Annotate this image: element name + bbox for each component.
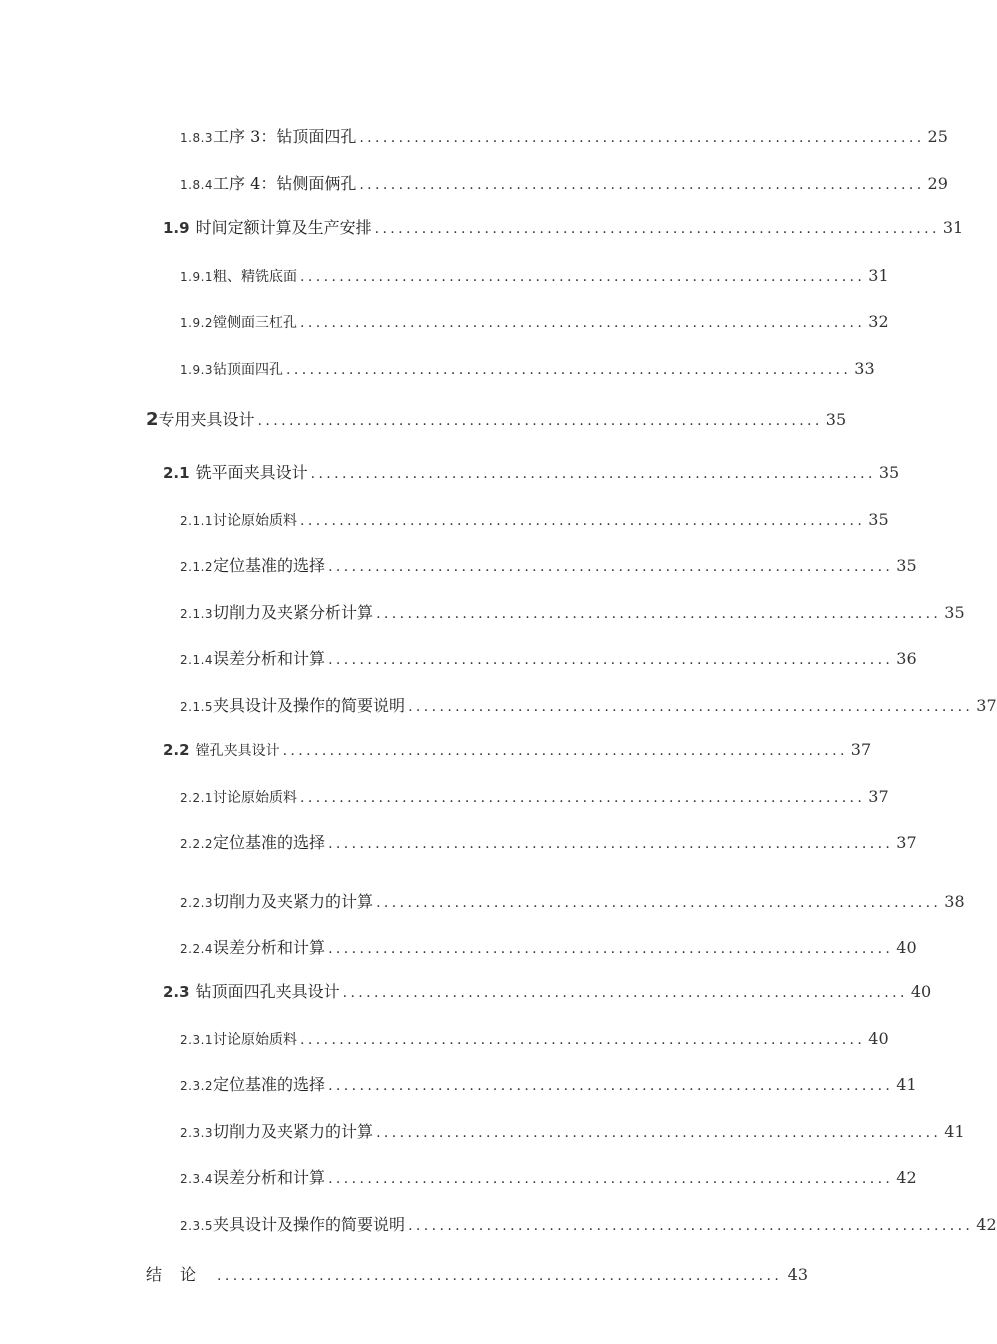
toc-page: 37 [976,696,997,715]
toc-page: 31 [942,218,964,237]
toc-number: 1.9 [163,219,190,237]
toc-leader: ........................................................................ [376,895,942,911]
toc-page: 38 [944,892,965,911]
toc-title: 时间定额计算及生产安排 [195,218,372,237]
toc-number: 1.9.2 [180,316,214,330]
toc-title: 定位基准的选择 [213,1075,326,1094]
toc-entry[interactable] [180,359,875,378]
toc-page: 40 [910,982,932,1001]
toc-leader: ........................................................................ [257,413,823,429]
toc-number: 2.2.3 [180,896,214,910]
toc-entry[interactable] [180,510,889,529]
toc-entry[interactable] [180,1215,997,1234]
toc-page: 35 [896,556,917,575]
toc-number: 2.1.1 [180,514,214,528]
toc-entry[interactable] [180,1168,917,1187]
toc-title: 工序 3：钻顶面四孔 [213,127,357,146]
toc-title: 结论 [146,1265,215,1284]
toc-entry[interactable] [180,174,948,193]
toc-page: 41 [944,1122,965,1141]
toc-page: 41 [896,1075,917,1094]
toc-number: 1.8.4 [180,178,214,192]
toc-page: 25 [927,127,948,146]
toc-entry[interactable] [180,312,889,331]
toc-leader: ........................................................................ [300,269,866,285]
toc-page: 36 [896,649,917,668]
toc-page: 33 [854,359,875,378]
toc-leader: ........................................................................ [300,513,866,529]
toc-entry[interactable] [180,556,917,575]
toc-leader: ........................................................................ [217,1268,783,1284]
toc-leader: ........................................................................ [286,362,852,378]
toc-entry[interactable] [180,938,917,957]
toc-entry[interactable] [180,1029,889,1048]
toc-page: 31 [868,266,889,285]
toc-number: 2.3 [163,983,190,1001]
toc-title: 定位基准的选择 [213,833,326,852]
toc-number: 2.1 [163,464,190,482]
toc-number: 1.9.3 [180,363,214,377]
toc-page: 40 [868,1029,889,1048]
toc-number: 2.1.5 [180,700,214,714]
toc-number: 2.1.3 [180,607,214,621]
toc-entry[interactable] [180,266,889,285]
toc-entry[interactable] [180,649,917,668]
toc-number: 2.3.5 [180,1219,214,1233]
toc-leader: ........................................................................ [328,941,894,957]
toc-entry[interactable] [163,740,872,759]
toc-leader: ........................................................................ [300,315,866,331]
toc-entry-conclusion[interactable] [146,1267,808,1283]
toc-leader: ........................................................................ [408,1218,974,1234]
toc-entry[interactable] [180,1075,917,1094]
toc-number: 2.2.1 [180,791,214,805]
toc-leader: ........................................................................ [408,699,974,715]
toc-title: 夹具设计及操作的简要说明 [213,696,406,715]
toc-page: 35 [878,463,900,482]
toc-entry[interactable] [163,463,900,482]
toc-entry[interactable] [163,218,964,237]
toc-number: 2.3.3 [180,1126,214,1140]
toc-leader: ........................................................................ [310,466,876,482]
toc-title: 夹具设计及操作的简要说明 [213,1215,406,1234]
toc-leader: ........................................................................ [328,1171,894,1187]
toc-page: 35 [944,603,965,622]
toc-title: 专用夹具设计 [158,410,255,429]
toc-leader: ........................................................................ [376,1125,942,1141]
toc-title: 铣平面夹具设计 [195,463,308,482]
toc-title: 粗、精铣底面 [213,269,298,285]
toc-number: 2.2.4 [180,942,214,956]
toc-page: 37 [868,787,889,806]
toc-leader: ........................................................................ [374,221,940,237]
toc-title: 切削力及夹紧力的计算 [213,892,374,911]
toc-leader: ........................................................................ [300,1032,866,1048]
toc-number: 1.8.3 [180,131,214,145]
toc-number: 2.2.2 [180,837,214,851]
toc-page: 32 [868,312,889,331]
toc-page: 42 [976,1215,997,1234]
toc-entry[interactable] [180,1122,965,1141]
toc-entry[interactable] [180,127,948,146]
toc-number: 2.3.4 [180,1172,214,1186]
toc-number: 2.3.1 [180,1033,214,1047]
toc-page: 43 [787,1265,808,1284]
toc-leader: ........................................................................ [328,559,894,575]
toc-leader: ........................................................................ [328,836,894,852]
toc-page: 35 [825,410,847,429]
toc-leader: ........................................................................ [328,1078,894,1094]
toc-page: 40 [896,938,917,957]
toc-number: 2.1.4 [180,653,214,667]
toc-title: 工序 4：钻侧面俩孔 [213,174,357,193]
toc-title: 误差分析和计算 [213,649,326,668]
toc-number: 1.9.1 [180,270,214,284]
toc-leader: ........................................................................ [328,652,894,668]
toc-title: 切削力及夹紧力的计算 [213,1122,374,1141]
toc-title: 定位基准的选择 [213,556,326,575]
toc-entry[interactable] [180,603,965,622]
toc-page: 37 [850,740,872,759]
toc-title: 讨论原始质料 [213,1032,298,1048]
toc-number: 2 [146,409,159,430]
toc-leader: ........................................................................ [300,790,866,806]
toc-leader: ........................................................................ [359,130,925,146]
toc-entry[interactable] [180,833,917,852]
toc-page: 35 [868,510,889,529]
toc-title: 讨论原始质料 [213,790,298,806]
toc-title: 钻顶面四孔夹具设计 [195,982,340,1001]
toc-entry[interactable] [146,409,847,430]
toc-title: 误差分析和计算 [213,1168,326,1187]
toc-number: 2.2 [163,741,190,759]
toc-entry[interactable] [180,892,965,911]
toc-title: 钻顶面四孔 [213,362,284,378]
toc-page: 42 [896,1168,917,1187]
toc-leader: ........................................................................ [359,177,925,193]
toc-number: 2.1.2 [180,560,214,574]
toc-title: 讨论原始质料 [213,513,298,529]
toc-title: 切削力及夹紧分析计算 [213,603,374,622]
toc-entry[interactable] [180,696,997,715]
toc-leader: ........................................................................ [376,606,942,622]
toc-title: 镗侧面三杠孔 [213,315,298,331]
toc-title: 误差分析和计算 [213,938,326,957]
toc-page: 37 [896,833,917,852]
toc-page: 29 [927,174,948,193]
toc-leader: ........................................................................ [342,985,908,1001]
toc-number: 2.3.2 [180,1079,214,1093]
toc-entry[interactable] [180,787,889,806]
toc-entry[interactable] [163,982,932,1001]
toc-title: 镗孔夹具设计 [195,743,280,759]
toc-leader: ........................................................................ [282,743,848,759]
